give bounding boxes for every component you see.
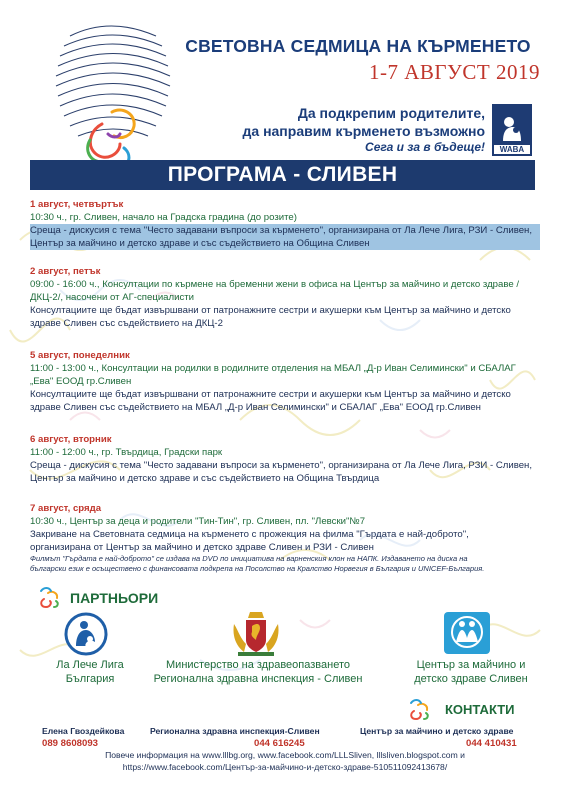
event-title: СВЕТОВНА СЕДМИЦА НА КЪРМЕНЕТО [185, 36, 531, 56]
day-5-section [30, 502, 540, 574]
day-info: 11:00 - 13:00 ч., Консултации на родилки в родилните отделения на МБАЛ „Д-р Иван Селимински" и СБАЛАГ [30, 363, 516, 374]
partners-swirl-icon [36, 585, 64, 609]
day-3-section [30, 349, 540, 414]
day-description: здраве Сливен със съдействието на ДКЦ-2 [30, 318, 223, 329]
contact-3-name: Център за майчино и детско здраве [360, 726, 514, 736]
partner-ministry-line-2: Регионална здравна инспекция - Сливен [153, 673, 363, 685]
day-info: 09:00 - 16:00 ч., Консултации по кърмене на бременни жени в офиса на Център за майчино и детско здраве / [30, 279, 520, 290]
partner-lll-line-2: България [65, 673, 115, 685]
day-description: Закриване на Световната седмица на кърменето с прожекция на филма "Гърдата е най-доброто", [30, 529, 469, 540]
slogan-line-1: Да подкрепим родителите, [297, 105, 485, 121]
day-title: 5 август, понеделник [30, 350, 130, 361]
contacts-title: КОНТАКТИ [445, 702, 515, 717]
more-info-line: Повече информация на www.lllbg.org, www.facebook.com/LLLSliven, lllsliven.blogspot.com и [105, 750, 465, 760]
day-info: 11:00 - 12:00 ч., гр. Твърдица, Градски парк [30, 447, 223, 458]
partner-center-line-2: детско здраве Сливен [414, 673, 528, 685]
day-info: 10:30 ч., Център за деца и родители "Тин-Тин", гр. Сливен, пл. "Левски"№7 [30, 516, 366, 527]
day-description: Консултациите ще бъдат извършвани от патронажните сестри и акушерки към Център за майчино и детско [30, 305, 511, 316]
day-description: Среща - дискусия с тема "Често задавани въпроси за кърменето", организирана от Ла Лече Лига, РЗИ - Сливен, [30, 460, 532, 471]
partner-lll-label [40, 658, 140, 686]
film-note: Филмът "Гърдата е най-доброто" се издава на DVD по инициатива на варненския клон на НАПК. Издаването на диска на [30, 554, 468, 563]
maternal-health-center-logo-icon [442, 610, 492, 656]
more-info-line: https://www.facebook.com/Център-за-майчино-и-детско-здраве-510511092413678/ [122, 762, 448, 772]
day-description: организирана от Център за майчино и детско здраве Сливен и РЗИ - Сливен [30, 542, 374, 553]
breastfeeding-week-logo-icon [50, 16, 176, 172]
day-description: Консултациите ще бъдат извършвани от патронажните сестри и акушерки към Център за майчино и детско [30, 389, 511, 400]
la-leche-league-logo-icon [64, 612, 108, 656]
day-title: 2 август, петък [30, 266, 101, 277]
contact-2-name: Регионална здравна инспекция-Сливен [150, 726, 320, 736]
day-info: ДКЦ-2/, насочени от АГ-специалисти [30, 292, 195, 303]
partner-ministry-label [140, 658, 376, 686]
event-dates: 1-7 АВГУСТ 2019 [368, 60, 540, 84]
contacts-swirl-icon [405, 697, 435, 721]
partner-lll-line-1: Ла Лече Лига [56, 659, 124, 671]
partner-center-label [398, 658, 544, 686]
program-title: ПРОГРАМА - СЛИВЕН [30, 160, 535, 190]
day-title: 1 август, четвъртък [30, 199, 124, 210]
day-info: „Ева" ЕООД гр.Сливен [30, 376, 132, 387]
contact-1-name: Елена Гвоздейкова [42, 726, 125, 736]
slogan [235, 104, 485, 140]
day-description: здраве Сливен със съдействието на МБАЛ „Д-р Иван Селимински" и СБАЛАГ „Ева" ЕООД гр.Сливен [30, 402, 481, 413]
waba-mother-child-icon [497, 113, 527, 143]
bulgaria-coat-of-arms-icon [228, 610, 284, 658]
partner-center-line-1: Център за майчино и [416, 659, 526, 671]
partner-ministry-line-1: Министерство на здравеопазването [166, 659, 350, 671]
day-description: Среща - дискусия с тема "Често задавани въпроси за кърменето", организирана от Ла Лече Лига, РЗИ - Сливен, [30, 224, 540, 237]
day-title: 6 август, вторник [30, 434, 112, 445]
day-4-section [30, 433, 540, 485]
film-note: български език е осъществено с финансовата подкрепа на Посолство на Кралство Норвегия в България и UNICEF-България. [30, 564, 485, 573]
waba-logo [492, 104, 532, 156]
day-2-section [30, 265, 540, 330]
waba-label: WABA [494, 145, 530, 154]
slogan-line-2: да направим кърменето възможно [242, 123, 485, 139]
day-description: Център за майчино и детско здраве и със съдействието на Община Твърдица [30, 473, 380, 484]
contact-3-phone: 044 410431 [466, 738, 517, 749]
slogan-tagline: Сега и за в бъдеще! [365, 140, 485, 154]
day-1-section [30, 198, 540, 250]
contact-1-phone: 089 8608093 [42, 738, 99, 749]
partners-title: ПАРТНЬОРИ [70, 590, 159, 606]
day-description: Център за майчино и детско здраве и със съдействието на Община Сливен [30, 237, 540, 250]
day-info: 10:30 ч., гр. Сливен, начало на Градска градина (до розите) [30, 212, 297, 223]
contact-2-phone: 044 616245 [254, 738, 305, 749]
day-title: 7 август, сряда [30, 503, 102, 514]
